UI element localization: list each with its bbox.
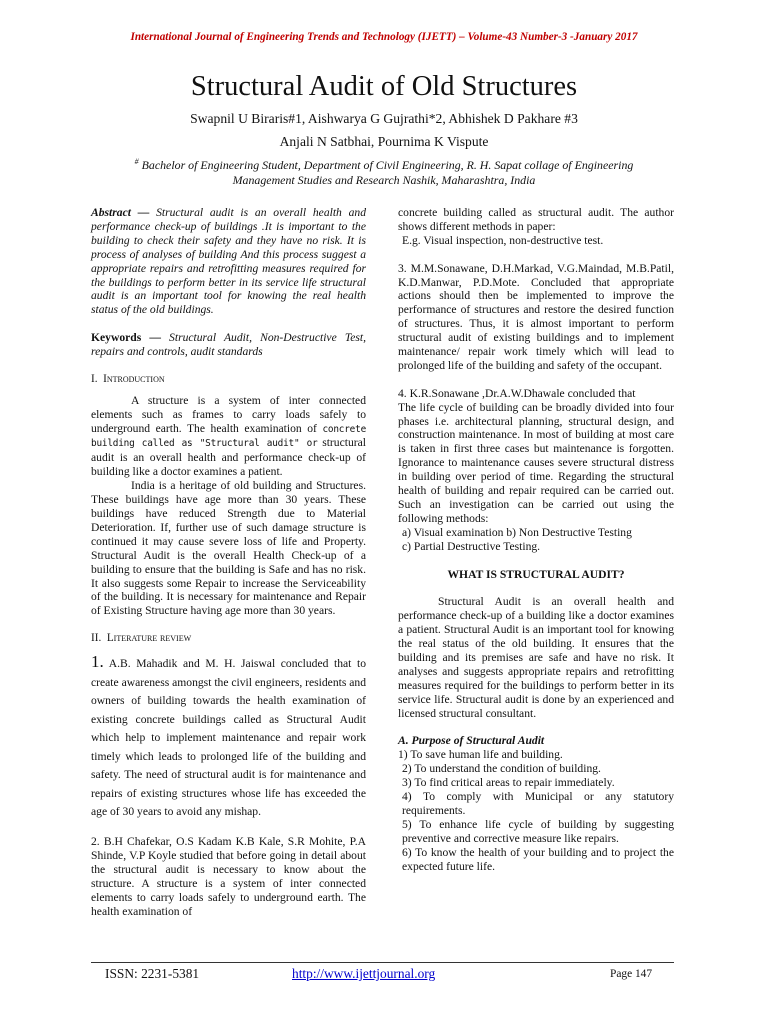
what-paragraph: Structural Audit is an overall health and performance check-up of a building like a doctor examines a patient. Structural Audit is an important tool for knowing the real status of the old building. It ensures that the building and its premises are safe and have no risk. It analyses and suggests appropriate repairs and retrofitting measures required for the buildings to perform better in its service life. Structural audit is done by an experienced and licensed structural consultant.: [398, 595, 674, 720]
intro-heading-number: I.: [91, 372, 98, 385]
intro-p1-text-mono: concrete building called as "Structural audit" or: [91, 423, 367, 450]
purpose-heading: A. Purpose of Structural Audit: [398, 734, 545, 748]
purpose-item: 1) To save human life and building.: [398, 748, 563, 762]
lit-item-3: 3. M.M.Sonawane, D.H.Markad, V.G.Maindad, M.B.Patil, K.D.Manwar, P.D.Mote. Concluded that appropriate actions should then be implemented to improve the performance of structures and restore the desired function of structures. Thus, it is almost important to perform structural audit of existing buildings and to implement maintenance/ repair work timely which will lead to prolonged life of the building and safety of the occupant.: [398, 261, 674, 372]
footer-divider: [91, 962, 674, 963]
purpose-item: 4) To comply with Municipal or any statutory requirements.: [402, 789, 674, 817]
journal-header: International Journal of Engineering Trends and Technology (IJETT) – Volume-43 Number-3 -January 2017: [130, 31, 638, 43]
footer-issn: ISSN: 2231-5381: [105, 966, 200, 981]
keywords-label: Keywords —: [91, 331, 161, 345]
lit-heading-text: Literature review: [106, 632, 192, 645]
lit-item-4-method-a: a) Visual examination b) Non Destructive Testing: [402, 525, 632, 539]
lit-heading-number: II.: [91, 632, 102, 645]
lit-item-1-number: 1.: [91, 652, 104, 672]
purpose-item: 6) To know the health of your building and to project the expected future life.: [402, 845, 674, 873]
intro-paragraph-1: [91, 394, 366, 479]
lit-item-1: [91, 653, 366, 822]
abstract-text: Structural audit is an overall health and performance check-up of buildings .It is important to the building to check their safety and they have no risk. It is process of analyses of building And this process suggest a appropriate repairs and retrofitting measures required for the buildings to perform better in its service life structural audit is an important tool for knowing the real health status of the old buildings.: [91, 206, 366, 317]
abstract-label: Abstract —: [91, 206, 150, 219]
lit-item-2-continued: concrete building called as structural audit. The author shows different methods in paper:: [398, 206, 674, 233]
purpose-item: 5) To enhance life cycle of building by suggesting preventive and corrective measure like repairs.: [402, 817, 674, 845]
intro-heading: [91, 373, 366, 387]
lit-item-2-example: E.g. Visual inspection, non-destructive test.: [402, 233, 604, 247]
right-column: [398, 206, 674, 873]
left-column: [91, 206, 366, 919]
purpose-item: 3) To find critical areas to repair immediately.: [402, 776, 615, 790]
affiliation: [110, 154, 658, 189]
intro-heading-text: Introduction: [103, 372, 165, 385]
intro-p1-text-a: A structure is a system of inter connected elements such as frames to carry loads safely to underground earth. The health examination of: [91, 393, 366, 435]
purpose-item: 2) To understand the condition of building.: [402, 762, 601, 776]
lit-heading: [91, 632, 366, 646]
page-number: Page 147: [610, 968, 653, 980]
lit-item-2: 2. B.H Chafekar, O.S Kadam K.B Kale, S.R Mohite, P.A Shinde, V.P Koyle studied that before going in detail about the structural audit is necessary to know about the structure. A structure is a system of inter connected elements to carry loads safely to underground earth. The health examination of: [91, 835, 366, 918]
intro-paragraph-2: India is a heritage of old building and Structures. These buildings have age more than 30 years. These buildings have reduced Strength due to Material Deterioration. If, further use of such damage structure is continued it may cause severe loss of life and Property. Structural Audit is the overall Health Check-up of a building to ensure that the building is Safe and has no risk. It also suggests some Repair to increase the Serviceability of the building. It is necessary for maintenance and Repair of Existing Structure having age more than 30 years.: [91, 479, 366, 618]
affiliation-mark: #: [134, 157, 139, 166]
lit-item-1-text: A.B. Mahadik and M. H. Jaiswal concluded that to create awareness amongst the civil engineers, residents and owners of building towards the health examination of existing concrete buildings called as Structural Audit which help to implement maintenance and repair work timely which leads to prolonged life of the building and safety. The need of structural audit is for maintenance and repairs of existing structures whose life has exceeded the age of 30 years to avoid any mishap.: [91, 657, 366, 819]
keywords: [91, 331, 366, 359]
abstract: [91, 206, 366, 317]
what-heading: WHAT IS STRUCTURAL AUDIT?: [447, 567, 625, 581]
intro-p1-text-b: structural audit is an overall health and performance check-up of building like a doctor examines a patient.: [91, 436, 366, 479]
affiliation-text: Bachelor of Engineering Student, Department of Civil Engineering, R. H. Sapat collage of Engineering Management Studies and Research Nashik, Maharashtra, India: [141, 157, 634, 188]
authors-line-2: Anjali N Satbhai, Pournima K Vispute: [279, 134, 489, 149]
lit-item-4-heading: 4. K.R.Sonawane ,Dr.A.W.Dhawale concluded that: [398, 386, 636, 400]
keywords-text: Structural Audit, Non-Destructive Test, repairs and controls, audit standards: [91, 331, 366, 359]
lit-item-4: The life cycle of building can be broadly divided into four phases i.e. architectural planning, structural design, and construction maintenance. In most of building at most care is taken in first three cases but maintenance is forgotten. Ignorance to maintenance causes severe structural distress in building over period of time. Regarding the structural health of building and repair required can be carried out. Such an investigation can be carried out using the following methods:: [398, 400, 674, 525]
journal-link[interactable]: http://www.ijettjournal.org: [292, 966, 436, 981]
lit-item-4-method-c: c) Partial Destructive Testing.: [402, 539, 541, 553]
paper-title: Structural Audit of Old Structures: [190, 71, 578, 102]
authors-line-1: Swapnil U Biraris#1, Aishwarya G Gujrathi*2, Abhishek D Pakhare #3: [190, 111, 578, 126]
